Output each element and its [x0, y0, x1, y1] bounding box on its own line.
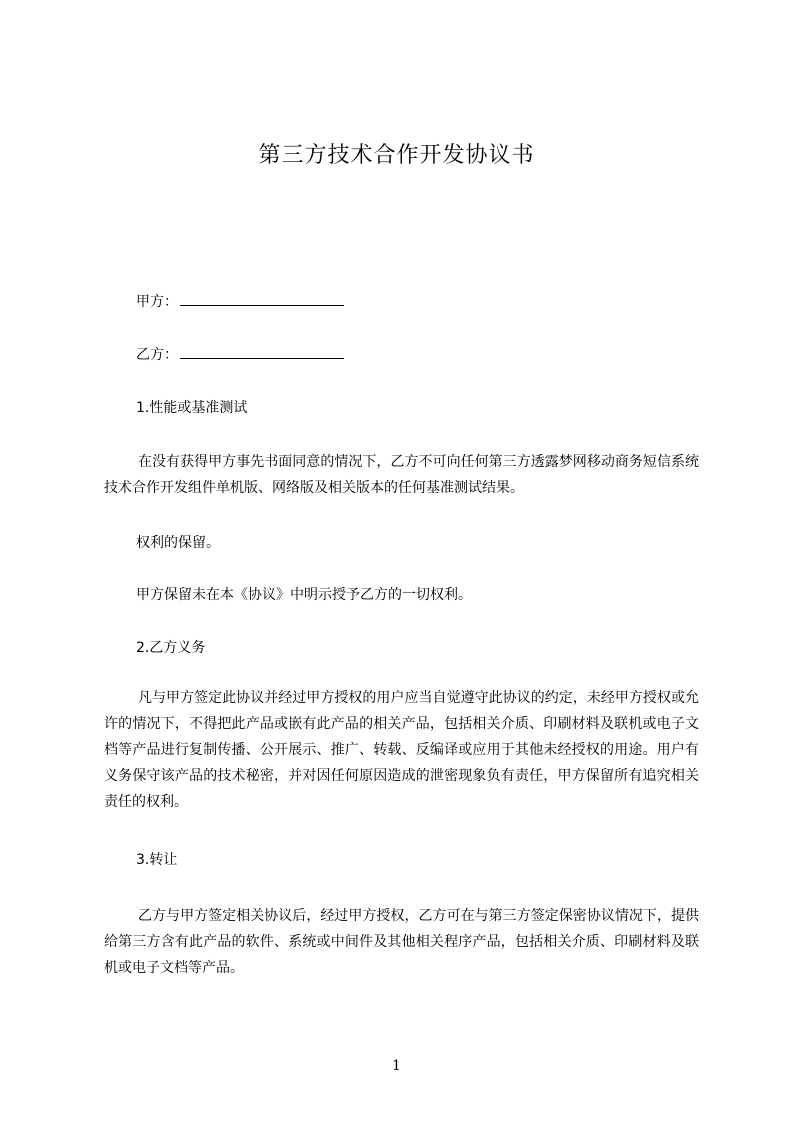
party-b-label: 乙方：	[136, 347, 178, 363]
section3-heading: 3.转让	[136, 852, 178, 868]
party-a-line	[136, 291, 344, 312]
party-a-blank	[180, 291, 344, 306]
party-b-blank	[180, 344, 344, 359]
party-b-line	[136, 344, 344, 365]
section3-body: 乙方与甲方签定相关协议后，经过甲方授权，乙方可在与第三方签定保密协议情况下，提供给第三方含有此产品的软件、系统或中间件及其他相关程序产品，包括相关介质、印刷材料及联机或电子文档等产品。	[104, 908, 699, 976]
section2-heading: 2.乙方义务	[136, 640, 206, 656]
document-title: 第三方技术合作开发协议书	[258, 143, 535, 168]
party-a-label: 甲方：	[136, 294, 178, 310]
page-number: 1	[392, 1058, 401, 1074]
rights-heading: 权利的保留。	[136, 535, 220, 551]
section2-body: 凡与甲方签定此协议并经过甲方授权的用户应当自觉遵守此协议的约定，未经甲方授权或允许的情况下，不得把此产品或嵌有此产品的相关产品，包括相关介质、印刷材料及联机或电子文档等产品进行复制传播、公开展示、推广、转载、反编译或应用于其他未经授权的用途。用户有义务保守该产品的技术秘密，并对因任何原因造成的泄密现象负有责任，甲方保留所有追究相关责任的权利。	[104, 690, 699, 810]
section1-heading: 1.性能或基准测试	[136, 400, 248, 416]
section1-body: 在没有获得甲方事先书面同意的情况下，乙方不可向任何第三方透露梦网移动商务短信系统技术合作开发组件单机版、网络版及相关版本的任何基准测试结果。	[104, 454, 699, 496]
rights-body: 甲方保留未在本《协议》中明示授予乙方的一切权利。	[136, 587, 472, 603]
